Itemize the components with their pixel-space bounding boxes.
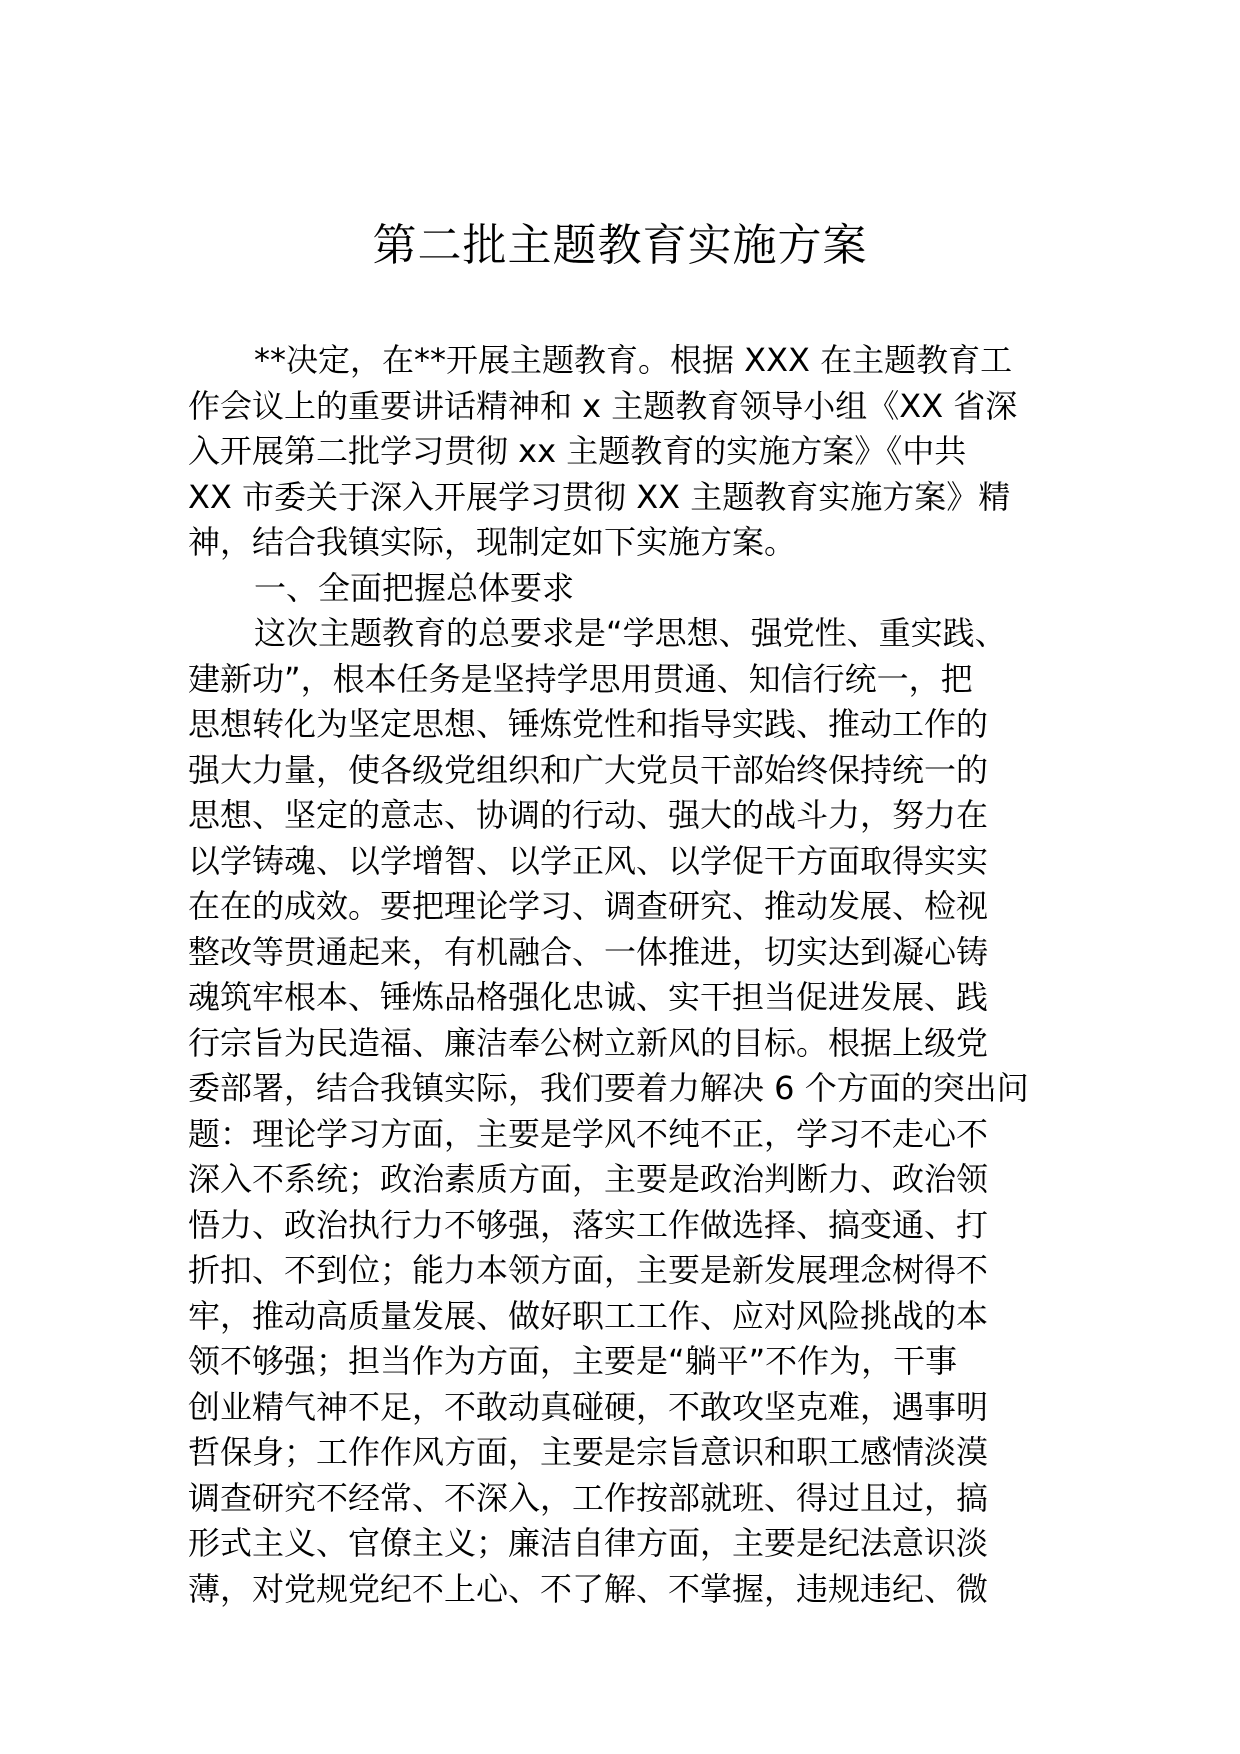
text-line: 悟力、政治执行力不够强，落实工作做选择、搞变通、打	[188, 1205, 989, 1244]
text-line: 调查研究不经常、不深入，工作按部就班、得过且过，搞	[188, 1478, 989, 1517]
text-line: 委部署，结合我镇实际，我们要着力解决 6 个方面的突出问	[188, 1069, 1029, 1107]
text-line: 这次主题教育的总要求是“学思想、强党性、重实践、	[254, 614, 1007, 652]
document-title: 第二批主题教育实施方案	[372, 220, 868, 271]
text-line: 哲保身；工作作风方面，主要是宗旨意识和职工感情淡漠	[188, 1433, 989, 1471]
text-line: 薄，对党规党纪不上心、不了解、不掌握，违规违纪、微	[188, 1569, 989, 1608]
text-line: 在在的成效。要把理论学习、调查研究、推动发展、检视	[188, 887, 989, 925]
text-line: 创业精气神不足，不敢动真碰硬，不敢攻坚克难，遇事明	[188, 1387, 989, 1426]
text-line: 行宗旨为民造福、廉洁奉公树立新风的目标。根据上级党	[188, 1023, 989, 1062]
text-line: 神，结合我镇实际，现制定如下实施方案。	[188, 523, 797, 561]
text-line: 思想转化为坚定思想、锤炼党性和指导实践、推动工作的	[188, 705, 989, 743]
text-line: 形式主义、官僚主义；廉洁自律方面，主要是纪法意识淡	[188, 1524, 989, 1562]
document-body	[188, 338, 1058, 1612]
text-line: 作会议上的重要讲话精神和 x 主题教育领导小组《XX 省深	[188, 386, 1018, 425]
text-line: 题：理论学习方面，主要是学风不纯不正，学习不走心不	[188, 1114, 989, 1153]
text-line: 牢，推动高质量发展、做好职工工作、应对风险挑战的本	[188, 1296, 989, 1335]
text-line: 整改等贯通起来，有机融合、一体推进，切实达到凝心铸	[188, 932, 989, 971]
text-line: 以学铸魂、以学增智、以学正风、以学促干方面取得实实	[188, 841, 989, 880]
text-line: 领不够强；担当作为方面，主要是“躺平”不作为，干事	[188, 1342, 958, 1380]
text-line: 一、全面把握总体要求	[254, 568, 575, 607]
text-line: 入开展第二批学习贯彻 xx 主题教育的实施方案》《中共	[188, 432, 967, 470]
text-line: XX 市委关于深入开展学习贯彻 XX 主题教育实施方案》精	[188, 477, 1011, 516]
text-line: **决定，在**开展主题教育。根据 XXX 在主题教育工	[254, 341, 1013, 379]
text-line: 折扣、不到位；能力本领方面，主要是新发展理念树得不	[188, 1251, 989, 1289]
text-line: 强大力量，使各级党组织和广大党员干部始终保持统一的	[188, 750, 989, 789]
text-line: 魂筑牢根本、锤炼品格强化忠诚、实干担当促进发展、践	[188, 978, 989, 1016]
text-line: 思想、坚定的意志、协调的行动、强大的战斗力，努力在	[188, 796, 989, 834]
text-line: 建新功”，根本任务是坚持学思用贯通、知信行统一，把	[188, 659, 973, 698]
text-line: 深入不系统；政治素质方面，主要是政治判断力、政治领	[188, 1160, 989, 1198]
